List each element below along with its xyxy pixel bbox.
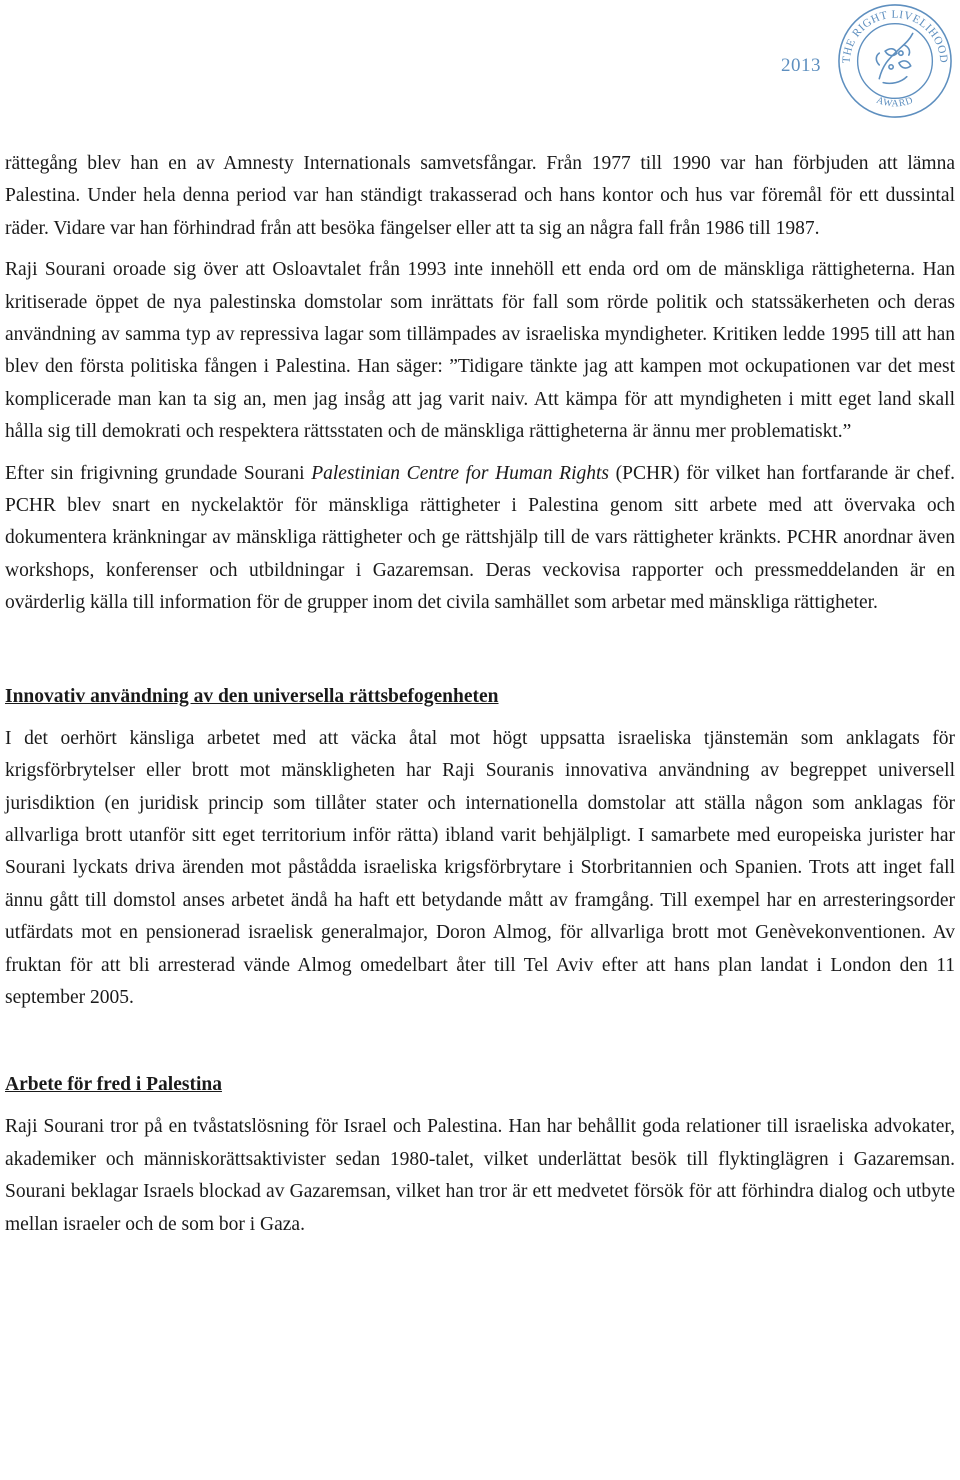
paragraph-peace-palestine: Raji Sourani tror på en tvåstatslösning för Israel och Palestina. Han har behållit goda relationer till israeliska advokater, akademiker och människorättsaktivister sedan 1980-talet, vilket underlättat besök till flyktinglägren i Gazaremsan. Sourani beklagar Israels blockad av Gazaremsan, vilket han tror är ett medvetet försök för att förhindra dialog och utbyte mellan israeler och de som bor i Gaza. xyxy=(5,1116,955,1235)
section-heading-universal-jurisdiction: Innovativ användning av den universella rättsbefogenheten xyxy=(5,685,499,707)
pchr-name: Palestinian Centre for Human Rights xyxy=(311,462,609,484)
paragraph-universal-jurisdiction: I det oerhört känsliga arbetet med att väcka åtal mot högt uppsatta israeliska tjänstemän som anklagats för krigsförbrytelser eller brott mot mänskligheten har Raji Souranis innovativa användning av begreppet universell jurisdiktion (en juridisk princip som tillåter stater och internationella domstolar att ställa någon som anklagas för allvarliga brott utanför sitt eget territorium inför rätta) ibland varit behjälpligt. I samarbete med europeiska jurister har Sourani lyckats driva ärenden mot påstådda israeliska krigsförbrytare i Storbritannien och Spanien. Trots att inget fall ännu gått till domstol anses arbetet ändå ha haft ett betydande mått av framgång. Till exempel har en arresteringsorder utfärdats mot en pensionerad israelisk generalmajor, Doron Almog, för allvarliga brott mot Genèvekonventionen. Av fruktan för att bli arresterad vände Almog omedelbart åter till Tel Aviv efter att hans plan landat i London den 11 september 2005. xyxy=(5,727,955,1008)
svg-text:AWARD: AWARD xyxy=(874,94,916,110)
section-heading-peace-palestine: Arbete för fred i Palestina xyxy=(5,1074,222,1096)
paragraph-pchr-start: Efter sin frigivning grundade Sourani xyxy=(5,462,312,484)
paragraph-amnesty: rättegång blev han en av Amnesty Internationals samvetsfångar. Från 1977 till 1990 var han förbjuden att lämna Palestina. Under hela denna period var han ständigt trakasserad och hans kontor och hus var föremål för ett dussintal räder. Vidare var han förhindrad från att besöka fängelser eller att ta sig an några fall från 1986 till 1987. xyxy=(5,153,955,239)
document-body xyxy=(5,148,955,1250)
paragraph-pchr-rest: (PCHR) för vilket han fortfarande är chef. PCHR blev snart en nyckelaktör för mänskliga rättigheter i Palestina genom sitt arbete med att övervaka och dokumentera kränkningar av mänskliga rättigheter och ge rättshjälp till de vars rättigheter kränkts. PCHR anordnar även workshops, konferenser och utbildningar i Gazaremsan. Deras veckovisa rapporter och pressmeddelanden är en ovärderlig källa till information för de grupper inom det civila samhället som arbetar med mänskliga rättigheter. xyxy=(5,462,955,614)
paragraph-oslo: Raji Sourani oroade sig över att Osloavtalet från 1993 inte innehöll ett enda ord om de mänskliga rättigheterna. Han kritiserade öppet de nya palestinska domstolar som inrättats för fall som rörde politik och statssäkerheten och deras användning av samma typ av repressiva lagar som tillämpades av israeliska myndigheter. Kritiken ledde 1995 till att han blev den första politiska fången i Palestina. Han säger: ”Tidigare tänkte jag att kampen mot ockupationen var det mest komplicerade man kan ta sig an, men jag insåg att jag varit naiv. Att kämpa för att myndigheten i mitt eget land skall hålla sig till demokrati och respektera rättsstaten och de mänskliga rättigheterna är ännu mer problematiskt.” xyxy=(5,259,955,443)
paragraph-pchr xyxy=(5,458,955,620)
right-livelihood-award-logo-icon xyxy=(836,2,954,120)
svg-text:THE RIGHT LIVELIHOOD: THE RIGHT LIVELIHOOD xyxy=(840,8,950,64)
award-year: 2013 xyxy=(781,55,821,76)
page-header xyxy=(0,0,960,130)
